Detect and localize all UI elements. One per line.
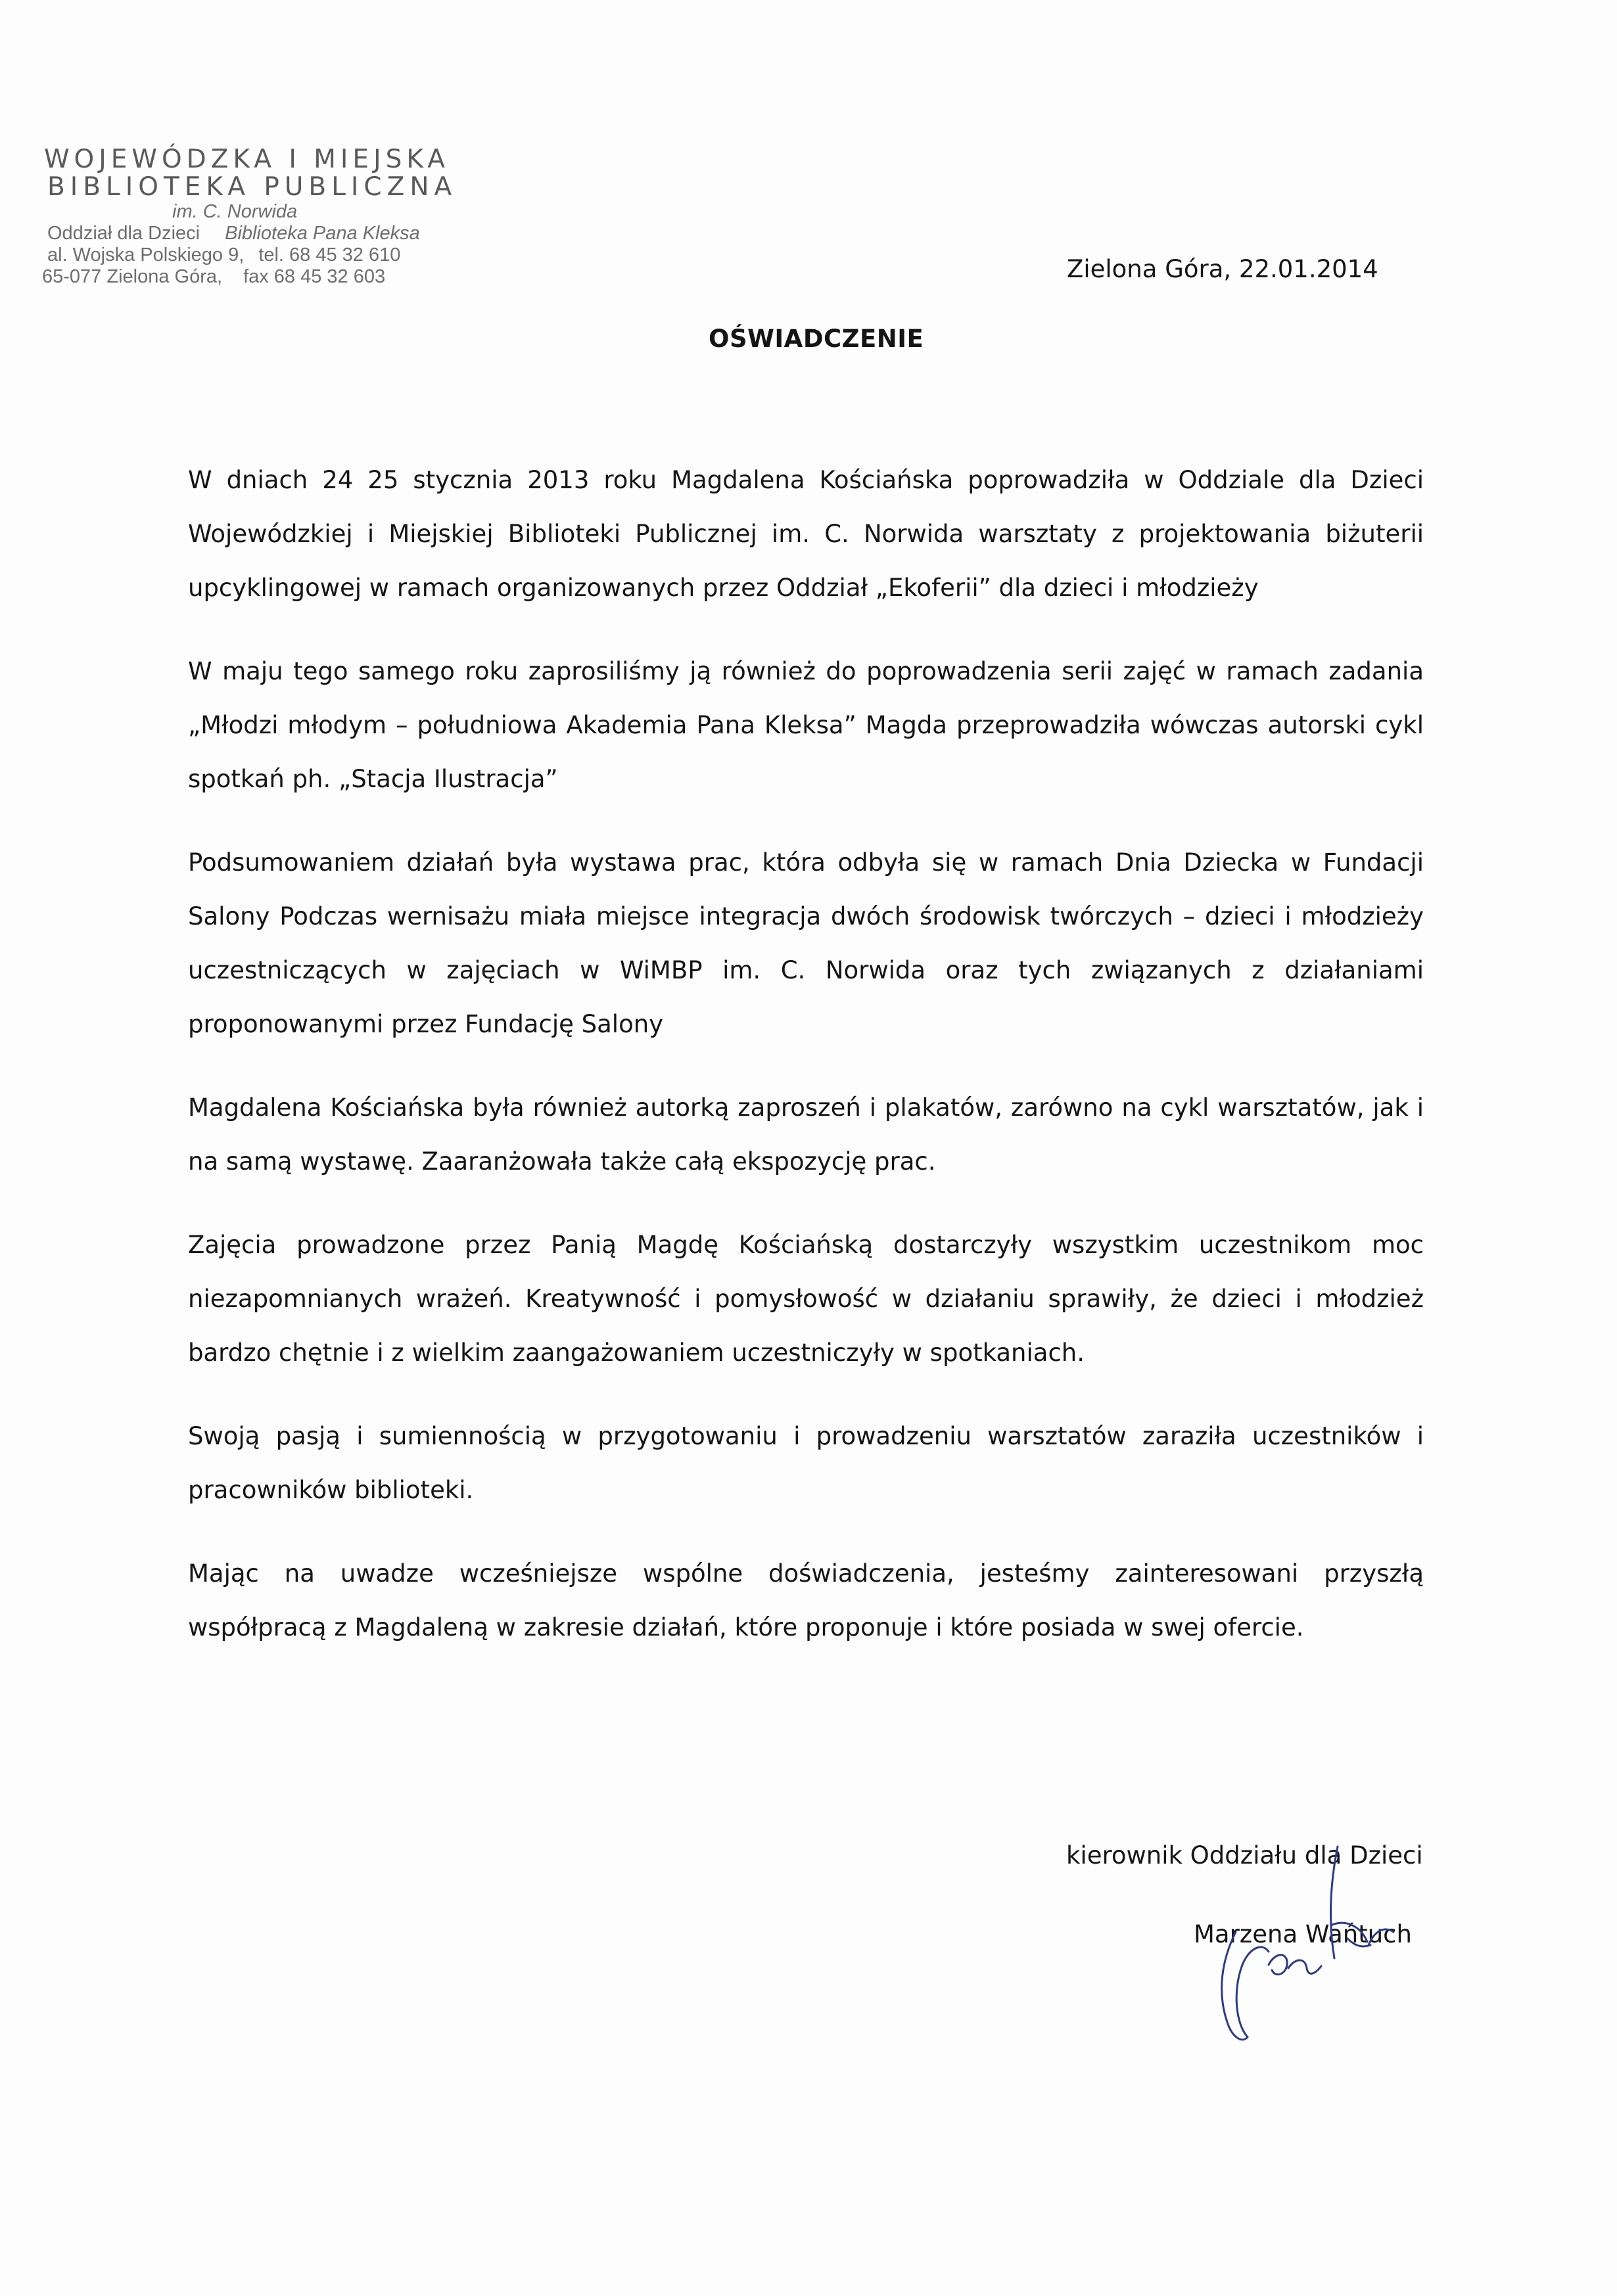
paragraph [188,453,1424,615]
paragraph-line: W maju tego samego roku zaprosiliśmy ją również do poprowadzenia serii zajęć w ramach zadania [188,657,1424,685]
paragraph-line: współpracą z Magdaleną w zakresie działań, które proponuje i które posiada w swej ofercie. [188,1613,1304,1642]
paragraph [188,1410,1424,1517]
paragraph-line: W dniach 24 25 stycznia 2013 roku Magdalena Kościańska poprowadziła w Oddziale dla Dzieci [188,466,1424,494]
stamp-line-6a: 65-077 Zielona Góra, [42,266,223,287]
paragraph-line: bardzo chętnie i z wielkim zaangażowaniem uczestniczyły w spotkaniach. [188,1339,1085,1367]
stamp-line-4b: Biblioteka Pana Kleksa [225,223,420,244]
stamp-line-5 [41,244,501,266]
stamp-line-5b: tel. 68 45 32 610 [258,244,401,265]
paragraph [188,1547,1424,1655]
document-title: OŚWIADCZENIE [709,325,924,353]
paragraph-line: Swoją pasją i sumiennością w przygotowaniu i prowadzeniu warsztatów zaraziła uczestników i [188,1422,1424,1450]
document-date: Zielona Góra, 22.01.2014 [1067,255,1378,283]
paragraph-line: niezapomnianych wrażeń. Kreatywność i pomysłowość w działaniu sprawiły, że dzieci i młodzież [188,1285,1424,1313]
stamp-line-1: WOJEWÓDZKA I MIEJSKA [44,145,450,174]
paragraph-line: Wojewódzkiej i Miejskiej Biblioteki Publicznej im. C. Norwida warsztaty z projektowania biżuterii [188,520,1424,548]
paragraph-line: spotkań ph. „Stacja Ilustracja” [188,765,558,793]
paragraph-line: Zajęcia prowadzone przez Panią Magdę Kościańską dostarczyły wszystkim uczestnikom moc [188,1231,1424,1259]
paragraph [188,1081,1424,1189]
paragraph-line: „Młodzi młodym – południowa Akademia Pana Kleksa” Magda przeprowadziła wówczas autorski cykl [188,711,1424,739]
paragraph-line: proponowanymi przez Fundację Salony [188,1010,664,1038]
library-stamp [41,146,501,288]
stamp-line-5a: al. Wojska Polskiego 9, [47,244,245,265]
signature-role: kierownik Oddziału dla Dzieci [1066,1841,1423,1870]
paragraph [188,645,1424,806]
stamp-line-4 [41,223,501,244]
stamp-line-6b: fax 68 45 32 603 [243,266,386,287]
paragraph-line: na samą wystawę. Zaaranżowała także całą ekspozycję prac. [188,1147,936,1176]
stamp-line-6 [41,266,501,288]
paragraph-line: Mając na uwadze wcześniejsze wspólne doświadczenia, jesteśmy zainteresowani przyszłą [188,1559,1424,1588]
document-body [188,453,1424,1684]
stamp-line-4a: Oddział dla Dzieci [47,223,200,244]
handwritten-signature [1196,1827,1413,2050]
paragraph-line: Salony Podczas wernisażu miała miejsce integracja dwóch środowisk twórczych – dzieci i młodzieży [188,902,1424,930]
paragraph-line: pracowników biblioteki. [188,1476,474,1504]
paragraph [188,1218,1424,1380]
paragraph-line: Magdalena Kościańska była również autorką zaproszeń i plakatów, zarówno na cykl warsztatów, jak i [188,1093,1424,1122]
signature-name: Marzena Wańtuch [1194,1920,1412,1948]
stamp-line-3: im. C. Norwida [172,201,298,222]
stamp-line-2: BIBLIOTEKA PUBLICZNA [47,172,457,202]
paragraph-line: upcyklingowej w ramach organizowanych przez Oddział „Ekoferii” dla dzieci i młodzieży [188,574,1259,602]
paragraph-line: Podsumowaniem działań była wystawa prac, która odbyła się w ramach Dnia Dziecka w Fundacji [188,848,1424,877]
paragraph-line: uczestniczących w zajęciach w WiMBP im. C. Norwida oraz tych związanych z działaniami [188,956,1424,984]
paragraph [188,836,1424,1051]
